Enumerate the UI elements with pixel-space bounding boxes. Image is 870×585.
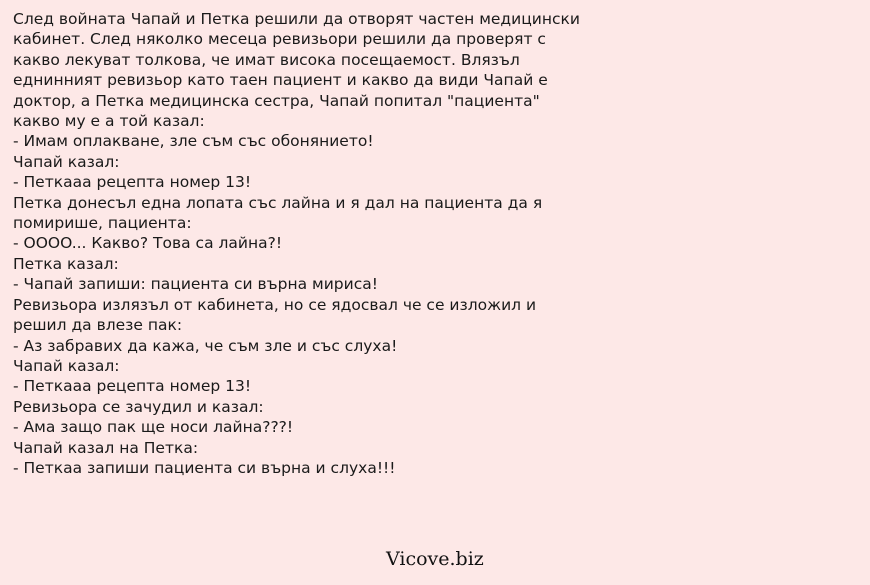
joke-line: Чапай казал:	[13, 356, 120, 375]
joke-line: помирише, пациента:	[13, 214, 192, 233]
joke-line: решил да влезе пак:	[13, 316, 183, 335]
joke-line: - Петкааа рецепта номер 13!	[13, 377, 252, 396]
site-watermark: Vicove.biz	[386, 548, 484, 570]
joke-line: Чапай казал:	[13, 152, 120, 171]
joke-line: - Аз забравих да кажа, че съм зле и със слуха!	[13, 336, 398, 355]
joke-line: какво лекуват толкова, че имат висока посещаемост. Влязъл	[13, 50, 520, 69]
joke-line: кабинет. След няколко месеца ревизьори решили да проверят с	[13, 30, 546, 49]
joke-line: доктор, а Петка медицинска сестра, Чапай попитал "пациента"	[13, 91, 540, 110]
joke-line: - Имам оплакване, зле съм със обонянието!	[13, 132, 374, 151]
joke-line: - Ама защо пак ще носи лайна???!	[13, 418, 294, 437]
joke-line: Ревизьора излязъл от кабинета, но се ядосвал че се изложил и	[13, 295, 537, 314]
joke-line: Петка казал:	[13, 254, 119, 273]
joke-line: - OOOO... Какво? Това са лайна?!	[13, 234, 283, 253]
joke-line: Чапай казал на Петка:	[13, 438, 199, 457]
joke-line: - Чапай запиши: пациента си върна мириса!	[13, 275, 378, 294]
joke-line: какво му е а той казал:	[13, 112, 205, 131]
joke-line: Ревизьора се зачудил и казал:	[13, 397, 264, 416]
joke-line: - Петкаа запиши пациента си върна и слуха!!!	[13, 458, 396, 477]
joke-text	[13, 9, 613, 478]
joke-line: След войната Чапай и Петка решили да отворят частен медицински	[13, 10, 580, 28]
joke-line: - Петкааа рецепта номер 13!	[13, 173, 252, 192]
joke-line: еднинният ревизьор като таен пациент и какво да види Чапай е	[13, 71, 548, 90]
joke-line: Петка донесъл една лопата със лайна и я дал на пациента да я	[13, 193, 543, 212]
